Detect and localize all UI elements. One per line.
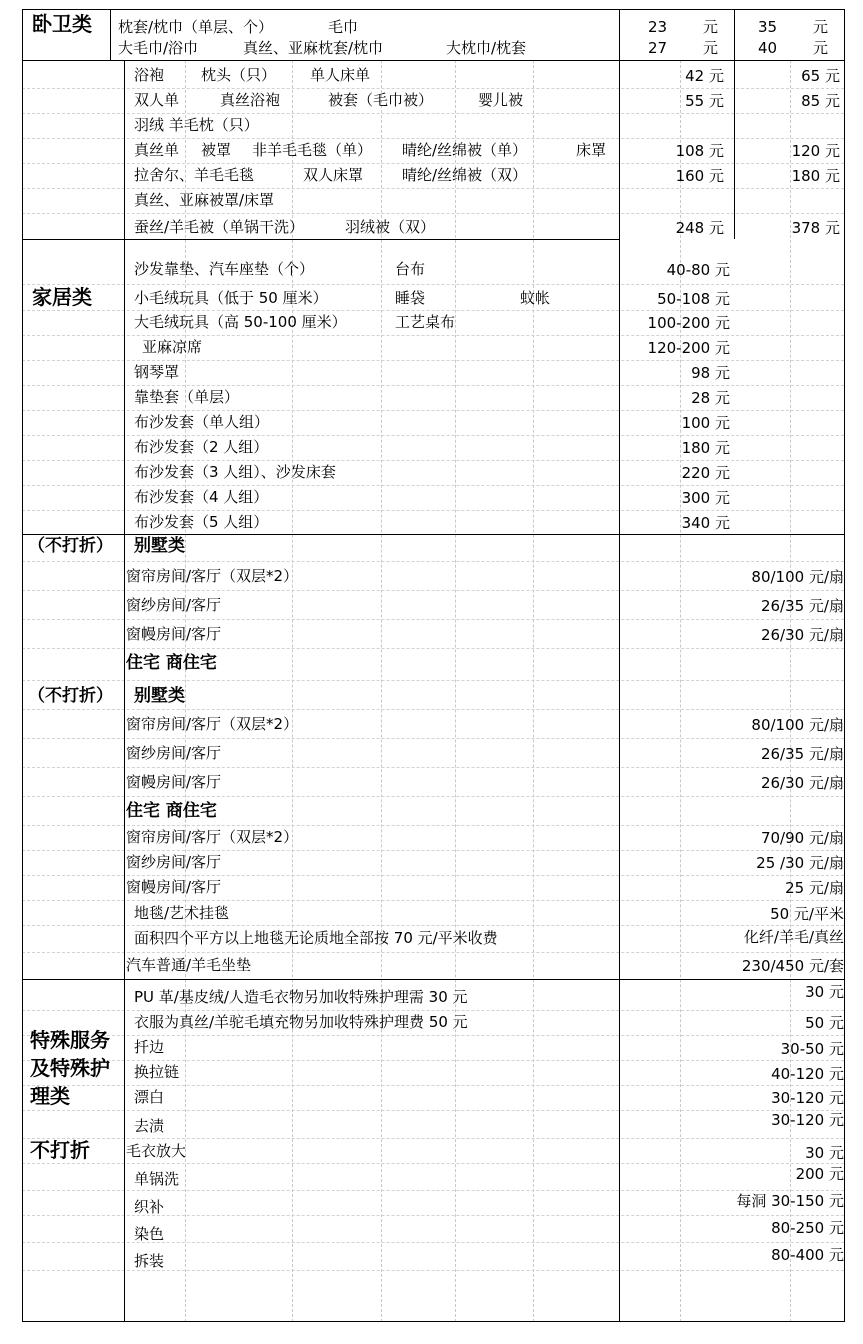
price-value: 100 元 xyxy=(681,414,730,432)
price-value: 300 元 xyxy=(681,489,730,507)
price-value: 220 元 xyxy=(681,464,730,482)
item-label: 婴儿被 xyxy=(478,91,524,109)
price-value: 180 元 xyxy=(791,167,840,185)
item-label: 布沙发套（5 人组） xyxy=(134,513,269,531)
price-value: 35 xyxy=(758,18,778,36)
price-value: 30-120 元 xyxy=(771,1089,844,1107)
price-value: 40 xyxy=(758,39,778,57)
item-label: 毛衣放大 xyxy=(126,1142,187,1160)
price-value: 100-200 元 xyxy=(647,314,730,332)
item-label: 羽绒被（双） xyxy=(345,218,436,236)
price-value: 26/35 元/扇 xyxy=(760,597,844,615)
price-value: 378 元 xyxy=(791,219,840,237)
item-label: 蚊帐 xyxy=(520,289,551,307)
item-label: 窗幔房间/客厅 xyxy=(126,625,222,643)
item-label: 靠垫套（单层） xyxy=(134,388,240,406)
item-label: 地毯/艺术挂毯 xyxy=(134,904,230,922)
price-value: 30-120 元 xyxy=(771,1111,844,1129)
item-label: 台布 xyxy=(395,260,426,278)
price-unit: 元 xyxy=(703,39,719,57)
price-unit: 元 xyxy=(703,18,719,36)
price-value: 26/30 元/扇 xyxy=(760,626,844,644)
price-value: 26/30 元/扇 xyxy=(760,774,844,792)
item-label: 双人单 xyxy=(134,91,180,109)
item-label: PU 革/基皮绒/人造毛衣物另加收特殊护理需 30 元 xyxy=(134,988,468,1006)
item-label: 窗帘房间/客厅（双层*2） xyxy=(126,715,299,733)
price-value: 27 xyxy=(648,39,668,57)
item-label: 晴纶/丝绵被（双） xyxy=(402,166,528,184)
item-label: 汽车普通/羊毛坐垫 xyxy=(126,956,252,974)
item-label: 晴纶/丝绵被（单） xyxy=(402,141,528,159)
price-value: 50 元/平米 xyxy=(770,905,844,923)
price-value: 50-108 元 xyxy=(657,290,730,308)
item-label: 织补 xyxy=(134,1198,165,1216)
item-label: 大毛巾/浴巾 xyxy=(118,39,199,57)
category-line: 特殊服务 xyxy=(30,1028,110,1052)
price-value: 248 元 xyxy=(675,219,724,237)
item-label: 扦边 xyxy=(134,1038,165,1056)
price-value: 80/100 元/扇 xyxy=(751,568,844,586)
item-label: 浴袍 xyxy=(134,66,165,84)
price-value: 40-80 元 xyxy=(666,261,730,279)
item-label: 窗帘房间/客厅（双层*2） xyxy=(126,828,299,846)
category-special xyxy=(30,1026,122,1110)
item-label: 去渍 xyxy=(134,1117,165,1135)
price-value: 40-120 元 xyxy=(771,1065,844,1083)
price-value: 28 元 xyxy=(691,389,730,407)
item-label: 真丝、亚麻枕套/枕巾 xyxy=(243,39,384,57)
price-value: 80-400 元 xyxy=(771,1246,844,1264)
price-value: 25 /30 元/扇 xyxy=(756,854,844,872)
price-value: 30 元 xyxy=(805,983,844,1001)
item-label: 窗幔房间/客厅 xyxy=(126,773,222,791)
price-value: 230/450 元/套 xyxy=(741,957,844,975)
item-label: 大毛绒玩具（高 50-100 厘米） xyxy=(134,313,347,331)
item-label: 被套（毛巾被） xyxy=(328,91,434,109)
price-value: 55 元 xyxy=(685,92,724,110)
no-discount-note: （不打折） xyxy=(28,686,113,706)
price-value: 42 元 xyxy=(685,67,724,85)
item-label: 真丝、亚麻被罩/床罩 xyxy=(134,191,275,209)
item-label: 蚕丝/羊毛被（单锅干洗） xyxy=(134,218,305,236)
price-value: 30 元 xyxy=(805,1144,844,1162)
item-label: 窗纱房间/客厅 xyxy=(126,596,222,614)
section-subtitle: 住宅 商住宅 xyxy=(126,653,217,673)
price-unit: 元 xyxy=(813,39,829,57)
price-value: 85 元 xyxy=(801,92,840,110)
price-value: 23 xyxy=(648,18,668,36)
item-label: 大枕巾/枕套 xyxy=(446,39,527,57)
price-value: 108 元 xyxy=(675,142,724,160)
section-title: 别墅类 xyxy=(134,686,185,706)
price-value: 80-250 元 xyxy=(771,1219,844,1237)
item-label: 窗幔房间/客厅 xyxy=(126,878,222,896)
item-label: 拉舍尔、羊毛毛毯 xyxy=(134,166,255,184)
price-value: 化纤/羊毛/真丝 xyxy=(743,928,844,946)
item-label: 羽绒 羊毛枕（只） xyxy=(134,116,259,134)
no-discount-label: 不打折 xyxy=(30,1138,90,1162)
item-label: 非羊毛毛毯（单） xyxy=(252,141,373,159)
item-label: 床罩 xyxy=(576,141,607,159)
section-subtitle: 住宅 商住宅 xyxy=(126,801,217,821)
item-label: 小毛绒玩具（低于 50 厘米） xyxy=(134,289,328,307)
item-label: 布沙发套（4 人组） xyxy=(134,488,269,506)
price-value: 70/90 元/扇 xyxy=(760,829,844,847)
item-label: 枕套/枕巾（单层、个） xyxy=(118,18,274,36)
item-label: 拆装 xyxy=(134,1252,165,1270)
price-value: 30-50 元 xyxy=(780,1040,844,1058)
item-label: 窗纱房间/客厅 xyxy=(126,744,222,762)
price-value: 200 元 xyxy=(795,1165,844,1183)
item-label: 单锅洗 xyxy=(134,1170,180,1188)
item-label: 真丝单 xyxy=(134,141,180,159)
category-line: 理类 xyxy=(30,1084,70,1108)
item-label: 布沙发套（3 人组）、沙发床套 xyxy=(134,463,336,481)
item-label: 毛巾 xyxy=(328,18,359,36)
item-label: 换拉链 xyxy=(134,1063,180,1081)
price-value: 80/100 元/扇 xyxy=(751,716,844,734)
category-home: 家居类 xyxy=(32,285,92,309)
no-discount-note: （不打折） xyxy=(28,536,113,556)
item-label: 布沙发套（单人组） xyxy=(134,413,270,431)
price-value: 65 元 xyxy=(801,67,840,85)
item-label: 漂白 xyxy=(134,1088,165,1106)
price-value: 98 元 xyxy=(691,364,730,382)
price-value: 50 元 xyxy=(805,1014,844,1032)
item-label: 单人床单 xyxy=(310,66,371,84)
item-label: 工艺桌布 xyxy=(395,313,456,331)
price-value: 120 元 xyxy=(791,142,840,160)
item-label: 窗帘房间/客厅（双层*2） xyxy=(126,567,299,585)
section-title: 别墅类 xyxy=(134,536,185,556)
price-value: 26/35 元/扇 xyxy=(760,745,844,763)
item-label: 衣服为真丝/羊驼毛填充物另加收特殊护理费 50 元 xyxy=(134,1013,468,1031)
category-bedroom: 卧卫类 xyxy=(32,12,92,36)
category-line: 及特殊护 xyxy=(30,1056,110,1080)
price-value: 25 元/扇 xyxy=(785,879,844,897)
price-value: 160 元 xyxy=(675,167,724,185)
item-label: 枕头（只） xyxy=(201,66,277,84)
item-label: 布沙发套（2 人组） xyxy=(134,438,269,456)
item-label: 钢琴罩 xyxy=(134,363,180,381)
price-value: 每洞 30-150 元 xyxy=(736,1192,844,1210)
item-label: 睡袋 xyxy=(395,289,426,307)
item-label: 被罩 xyxy=(201,141,232,159)
price-unit: 元 xyxy=(813,18,829,36)
item-label: 亚麻凉席 xyxy=(142,338,203,356)
item-label: 双人床罩 xyxy=(303,166,364,184)
price-value: 340 元 xyxy=(681,514,730,532)
item-label: 真丝浴袍 xyxy=(220,91,281,109)
item-label: 窗纱房间/客厅 xyxy=(126,853,222,871)
item-label: 染色 xyxy=(134,1225,165,1243)
price-value: 180 元 xyxy=(681,439,730,457)
item-label: 沙发靠垫、汽车座垫（个） xyxy=(134,260,315,278)
price-value: 120-200 元 xyxy=(647,339,730,357)
item-label: 面积四个平方以上地毯无论质地全部按 70 元/平米收费 xyxy=(134,929,498,947)
